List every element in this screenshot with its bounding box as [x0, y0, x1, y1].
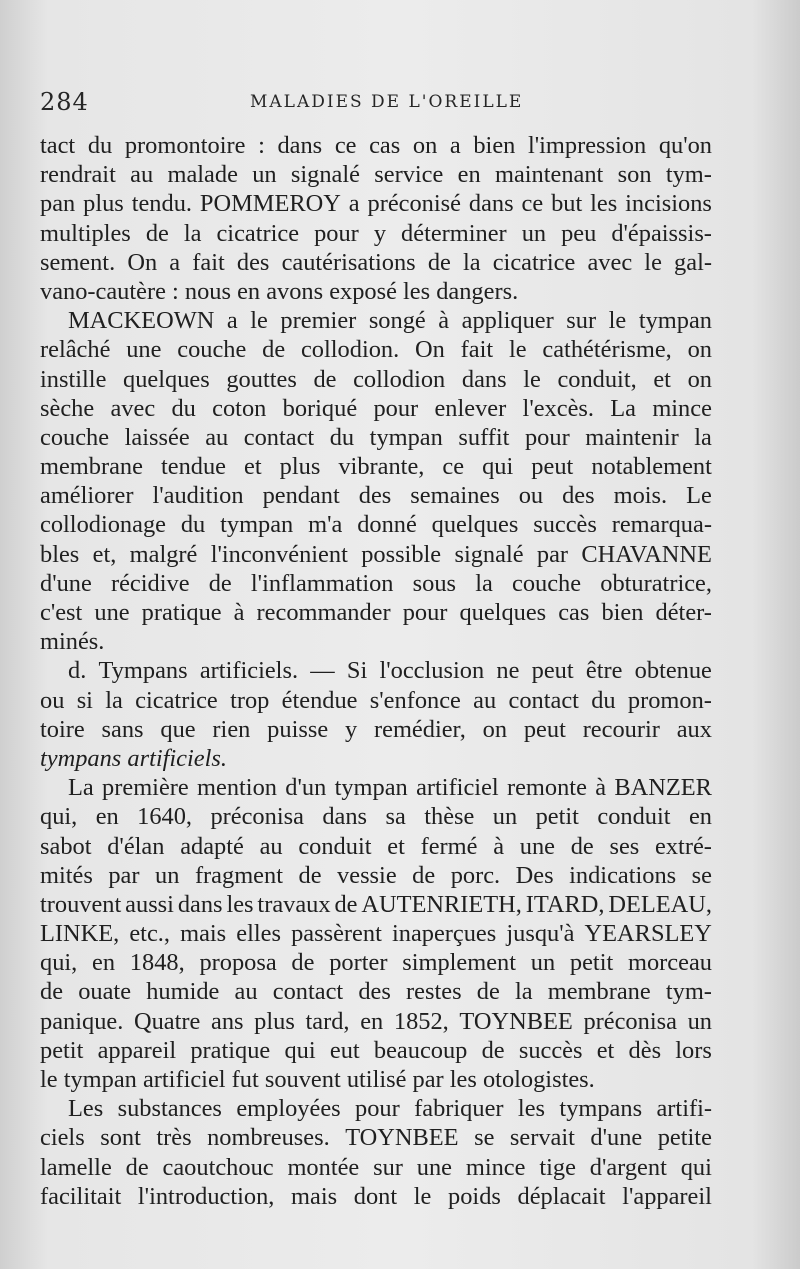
text-line: minés. [40, 628, 105, 656]
text-line: couche laissée au contact du tympan suffit pour maintenir la [40, 423, 712, 451]
text-line: lamelle de caoutchouc montée sur une mince tige d'argent qui [40, 1153, 712, 1181]
text-line: relâché une couche de collodion. On fait le cathétérisme, on [40, 336, 712, 364]
page-header [40, 88, 720, 118]
text-line: mités par un fragment de vessie de porc. Des indications se [40, 861, 712, 889]
text-line: sabot d'élan adapté au conduit et fermé à une de ses extré- [40, 832, 712, 860]
text-line: Les substances employées pour fabriquer les tympans artifi- [68, 1095, 712, 1123]
text-line: multiples de la cicatrice pour y déterminer un peu d'épaissis- [40, 219, 712, 247]
text-line: facilitait l'introduction, mais dont le poids déplacait l'appareil [40, 1182, 712, 1210]
text-line: toire sans que rien puisse y remédier, on peut recourir aux [40, 715, 712, 743]
text-line: collodionage du tympan m'a donné quelques succès remarqua- [40, 511, 712, 539]
text-line: ciels sont très nombreuses. TOYNBEE se servait d'une petite [40, 1124, 712, 1152]
text-line: membrane tendue et plus vibrante, ce qui peut notablement [40, 453, 712, 481]
text-line: tact du promontoire : dans ce cas on a bien l'impression qu'on [40, 132, 712, 159]
text-line: rendrait au malade un signalé service en maintenant son tym- [40, 161, 712, 189]
text-line: instille quelques gouttes de collodion dans le conduit, et on [40, 365, 712, 393]
running-head: MALADIES DE L'OREILLE [250, 92, 524, 112]
text-line: panique. Quatre ans plus tard, en 1852, TOYNBEE préconisa un [40, 1007, 712, 1035]
text-line: tympans artificiels. [40, 744, 227, 772]
text-line: sèche avec du coton boriqué pour enlever l'excès. La mince [40, 394, 712, 422]
text-line: LINKE, etc., mais elles passèrent inaperçues jusqu'à YEARSLEY [40, 920, 712, 948]
text-line: de ouate humide au contact des restes de la membrane tym- [40, 978, 712, 1006]
text-line: améliorer l'audition pendant des semaines ou des mois. Le [40, 482, 712, 510]
text-line: vano-cautère : nous en avons exposé les dangers. [40, 277, 519, 305]
body-text [40, 131, 712, 1211]
text-line: d'une récidive de l'inflammation sous la couche obturatrice, [40, 569, 712, 597]
text-line: bles et, malgré l'inconvénient possible signalé par CHAVANNE [40, 540, 712, 568]
text-line: qui, en 1640, préconisa dans sa thèse un petit conduit en [40, 803, 712, 831]
text-line: qui, en 1848, proposa de porter simplement un petit morceau [40, 949, 712, 977]
text-line: MACKEOWN a le premier songé à appliquer sur le tympan [68, 307, 712, 335]
text-line: d. Tympans artificiels. — Si l'occlusion ne peut être obtenue [68, 657, 712, 685]
text-line: sement. On a fait des cautérisations de la cicatrice avec le gal- [40, 248, 712, 276]
text-line: petit appareil pratique qui eut beaucoup de succès et dès lors [40, 1036, 712, 1064]
text-line: le tympan artificiel fut souvent utilisé par les otologistes. [40, 1066, 595, 1093]
text-line: c'est une pratique à recommander pour quelques cas bien déter- [40, 599, 712, 626]
text-line: trouvent aussi dans les travaux de AUTENRIETH, ITARD, DELEAU, [40, 890, 712, 918]
text-line: La première mention d'un tympan artificiel remonte à BANZER [68, 774, 712, 802]
text-line: ou si la cicatrice trop étendue s'enfonce au contact du promon- [40, 686, 712, 714]
page-number: 284 [40, 88, 89, 116]
text-line: pan plus tendu. POMMEROY a préconisé dans ce but les incisions [40, 190, 712, 218]
